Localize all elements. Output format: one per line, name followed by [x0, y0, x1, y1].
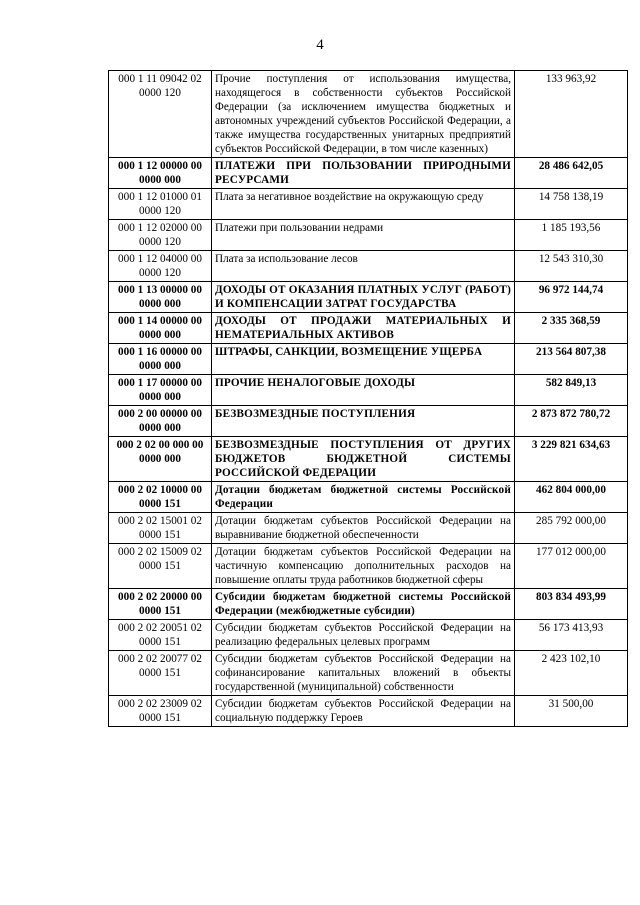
- budget-code-cell: 000 2 02 23009 02 0000 151: [109, 696, 212, 727]
- budget-code-cell: 000 2 02 20077 02 0000 151: [109, 651, 212, 696]
- amount-cell: 462 804 000,00: [515, 482, 628, 513]
- revenue-name-cell: ДОХОДЫ ОТ ОКАЗАНИЯ ПЛАТНЫХ УСЛУГ (РАБОТ) И КОМПЕНСАЦИИ ЗАТРАТ ГОСУДАРСТВА: [212, 282, 515, 313]
- budget-code-cell: 000 2 02 15001 02 0000 151: [109, 513, 212, 544]
- budget-code-cell: 000 1 12 00000 00 0000 000: [109, 158, 212, 189]
- amount-cell: 213 564 807,38: [515, 344, 628, 375]
- amount-cell: 12 543 310,30: [515, 251, 628, 282]
- amount-cell: 31 500,00: [515, 696, 628, 727]
- revenue-table: [108, 70, 628, 727]
- amount-cell: 177 012 000,00: [515, 544, 628, 589]
- amount-cell: 56 173 413,93: [515, 620, 628, 651]
- table-row: [109, 620, 628, 651]
- budget-code-cell: 000 2 02 10000 00 0000 151: [109, 482, 212, 513]
- budget-code-cell: 000 1 11 09042 02 0000 120: [109, 71, 212, 158]
- amount-cell: 2 423 102,10: [515, 651, 628, 696]
- page-number: 4: [316, 37, 324, 53]
- amount-cell: 1 185 193,56: [515, 220, 628, 251]
- table-row: [109, 589, 628, 620]
- table-row: [109, 251, 628, 282]
- amount-cell: 2 335 368,59: [515, 313, 628, 344]
- budget-code-cell: 000 1 12 02000 00 0000 120: [109, 220, 212, 251]
- table-row: [109, 513, 628, 544]
- budget-code-cell: 000 1 13 00000 00 0000 000: [109, 282, 212, 313]
- table-row: [109, 651, 628, 696]
- revenue-name-cell: Субсидии бюджетам субъектов Российской Федерации на реализацию федеральных целевых программ: [212, 620, 515, 651]
- revenue-name-cell: Платежи при пользовании недрами: [212, 220, 515, 251]
- revenue-name-cell: Плата за негативное воздействие на окружающую среду: [212, 189, 515, 220]
- revenue-name-cell: БЕЗВОЗМЕЗДНЫЕ ПОСТУПЛЕНИЯ ОТ ДРУГИХ БЮДЖЕТОВ БЮДЖЕТНОЙ СИСТЕМЫ РОССИЙСКОЙ ФЕДЕРАЦИИ: [212, 437, 515, 482]
- table-row: [109, 282, 628, 313]
- amount-cell: 803 834 493,99: [515, 589, 628, 620]
- table-row: [109, 375, 628, 406]
- revenue-name-cell: Субсидии бюджетам субъектов Российской Федерации на социальную поддержку Героев: [212, 696, 515, 727]
- table-row: [109, 158, 628, 189]
- budget-code-cell: 000 2 02 00 000 00 0000 000: [109, 437, 212, 482]
- table-row: [109, 544, 628, 589]
- budget-code-cell: 000 2 00 00000 00 0000 000: [109, 406, 212, 437]
- budget-code-cell: 000 1 12 04000 00 0000 120: [109, 251, 212, 282]
- amount-cell: 285 792 000,00: [515, 513, 628, 544]
- amount-cell: 133 963,92: [515, 71, 628, 158]
- amount-cell: 14 758 138,19: [515, 189, 628, 220]
- revenue-name-cell: Дотации бюджетам субъектов Российской Федерации на выравнивание бюджетной обеспеченности: [212, 513, 515, 544]
- budget-code-cell: 000 1 16 00000 00 0000 000: [109, 344, 212, 375]
- amount-cell: 2 873 872 780,72: [515, 406, 628, 437]
- table-row: [109, 437, 628, 482]
- amount-cell: 28 486 642,05: [515, 158, 628, 189]
- revenue-table-body: [109, 71, 628, 727]
- table-row: [109, 696, 628, 727]
- table-row: [109, 344, 628, 375]
- revenue-name-cell: ПЛАТЕЖИ ПРИ ПОЛЬЗОВАНИИ ПРИРОДНЫМИ РЕСУРСАМИ: [212, 158, 515, 189]
- revenue-name-cell: БЕЗВОЗМЕЗДНЫЕ ПОСТУПЛЕНИЯ: [212, 406, 515, 437]
- budget-code-cell: 000 2 02 20051 02 0000 151: [109, 620, 212, 651]
- budget-code-cell: 000 1 17 00000 00 0000 000: [109, 375, 212, 406]
- table-row: [109, 189, 628, 220]
- amount-cell: 3 229 821 634,63: [515, 437, 628, 482]
- amount-cell: 96 972 144,74: [515, 282, 628, 313]
- revenue-name-cell: ПРОЧИЕ НЕНАЛОГОВЫЕ ДОХОДЫ: [212, 375, 515, 406]
- table-row: [109, 313, 628, 344]
- budget-code-cell: 000 1 14 00000 00 0000 000: [109, 313, 212, 344]
- amount-cell: 582 849,13: [515, 375, 628, 406]
- budget-code-cell: 000 2 02 20000 00 0000 151: [109, 589, 212, 620]
- revenue-name-cell: Плата за использование лесов: [212, 251, 515, 282]
- revenue-name-cell: Дотации бюджетам бюджетной системы Российской Федерации: [212, 482, 515, 513]
- revenue-name-cell: Субсидии бюджетам субъектов Российской Федерации на софинансирование капитальных вложений в объекты государственной (муниципальной) собственности: [212, 651, 515, 696]
- budget-code-cell: 000 1 12 01000 01 0000 120: [109, 189, 212, 220]
- revenue-name-cell: ШТРАФЫ, САНКЦИИ, ВОЗМЕЩЕНИЕ УЩЕРБА: [212, 344, 515, 375]
- revenue-name-cell: ДОХОДЫ ОТ ПРОДАЖИ МАТЕРИАЛЬНЫХ И НЕМАТЕРИАЛЬНЫХ АКТИВОВ: [212, 313, 515, 344]
- budget-code-cell: 000 2 02 15009 02 0000 151: [109, 544, 212, 589]
- table-row: [109, 406, 628, 437]
- table-row: [109, 220, 628, 251]
- revenue-name-cell: Прочие поступления от использования имущества, находящегося в собственности субъектов Российской Федерации (за исключением имущества бюджетных и автономных учреждений субъектов Российской Федерации, а также имущества государственных унитарных предприятий субъектов Российской Федерации, в том числе казенных): [212, 71, 515, 158]
- table-row: [109, 482, 628, 513]
- revenue-name-cell: Дотации бюджетам субъектов Российской Федерации на частичную компенсацию дополнительных расходов на повышение оплаты труда работников бюджетной сферы: [212, 544, 515, 589]
- table-row: [109, 71, 628, 158]
- revenue-name-cell: Субсидии бюджетам бюджетной системы Российской Федерации (межбюджетные субсидии): [212, 589, 515, 620]
